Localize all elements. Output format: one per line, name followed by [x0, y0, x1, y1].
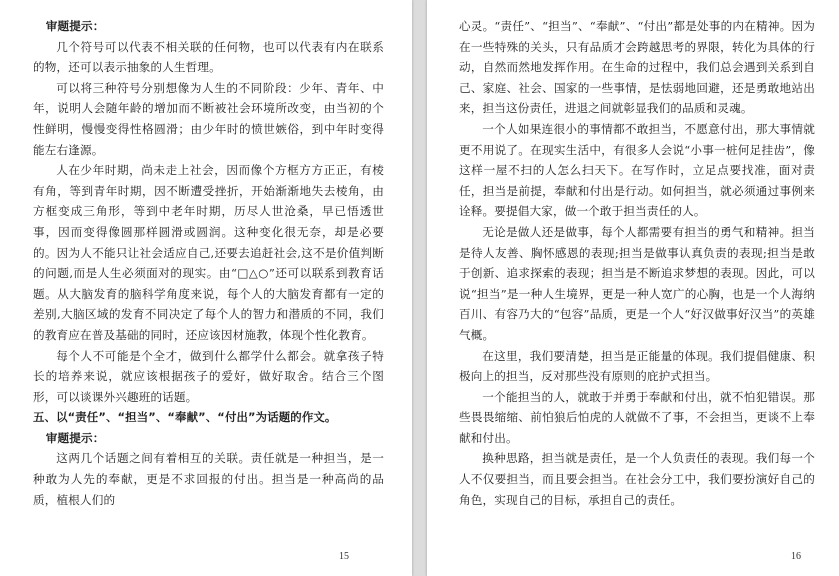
- paragraph: 这两几个话题之间有着相互的关联。责任就是一种担当，是一种敢为人先的奉献，更是不求回报的付出。担当是一种高尚的品质，植根人们的: [33, 451, 384, 507]
- page-number: 16: [791, 551, 801, 562]
- paragraph: 无论是做人还是做事，每个人都需要有担当的勇气和精神。担当是待人友善、胸怀感恩的表现;担当是做事认真负责的表现;担当是敢于创新、追求探索的表现；担当是不断追求梦想的表现。因此，可以说“担当”是一种人生境界，更是一种人宽广的心胸，也是一个人海纳百川、有容乃大的“包容”品质，更是一个人“好汉做事好汉当”的英雄气概。: [459, 224, 815, 342]
- paragraph: 一个能担当的人，就敢于并勇于奉献和付出，就不怕犯错误。那些畏畏缩缩、前怕狼后怕虎的人就做不了事，不会担当，更谈不上奉献和付出。: [459, 389, 815, 445]
- subheading: 审题提示：: [45, 19, 105, 33]
- paragraph: 可以将三种符号分别想像为人生的不同阶段：少年、青年、中年，说明人会随年龄的增加而不断被社会环境所改变，由当初的个性鲜明，慢慢变得性格圆滑；由少年时的愤世嫉俗，到中年时变得能左右逢源。: [33, 80, 384, 157]
- paragraph: 人在少年时期，尚未走上社会，因而像个方框方方正正，有棱有角，等到青年时期，因不断遭受挫折，开始渐渐地失去棱角，由方框变成三角形，等到中老年时期，历尽人世沧桑，早已悟透世事，因而变得像圆那样圆滑或圆润。这种变化很无奈，却是必要的。因为人不能只让社会适应自己,还要去追赶社会,这不是价值判断的问题,而是人生必须面对的现实。由“□△○”还可以联系到教育话题。从大脑发育的脑科学角度来说，每个人的大脑发育都有一定的差别,大脑区域的发育不同决定了每个人的智力和潜质的不同，我们的教育应在普及基础的同时，还应该因材施教，体现个性化教育。: [33, 163, 384, 342]
- page-number: 15: [339, 551, 349, 562]
- section-heading: 五、以“责任”、“担当”、“奉献”、“付出”为话题的作文。: [33, 410, 337, 425]
- paragraph-continued: 心灵。“责任”、“担当”、“奉献”、“付出”都是处事的内在精神。因为在一些特殊的关头，只有品质才会跨越思考的界限，转化为具体的行动，自然而然地发挥作用。在生命的过程中，我们总会遇到关系到自己、家庭、社会、国家的一些事情，是怯弱地回避，还是勇敢地站出来，担当这份责任，进退之间就彰显我们的品质和灵魂。: [459, 19, 815, 116]
- paragraph: 每个人不可能是个全才，做到什么都学什么都会。就拿孩子特长的培养来说，就应该根据孩子的爱好，做好取舍。结合三个图形，可以谈课外兴趣班的话题。: [33, 348, 384, 404]
- paragraph: 几个符号可以代表不相关联的任何物，也可以代表有内在联系的物，还可以表示抽象的人生哲理。: [33, 39, 384, 75]
- right-page: [427, 0, 839, 576]
- paragraph: 在这里，我们要清楚，担当是正能量的体现。我们提倡健康、积极向上的担当，反对那些没有原则的庇护式担当。: [459, 348, 815, 384]
- right-page-content: [459, 16, 815, 510]
- left-page: [0, 0, 412, 576]
- paragraph: 一个人如果连很小的事情都不敢担当，不愿意付出，那大事情就更不用说了。在现实生活中，有很多人会说“小事一桩何足挂齿”，像这样一屋不扫的人怎么扫天下。在写作时，立足点要找准，面对责任，担当是前提，奉献和付出是行动。如何担当，就必须通过事例来诠释。要提倡大家，做一个敢于担当责任的人。: [459, 121, 815, 219]
- subheading: 审题提示：: [45, 430, 105, 445]
- left-page-content: [33, 16, 384, 510]
- paragraph: 换种思路，担当就是责任，是一个人负责任的表现。我们每一个人不仅要担当，而且要会担当。在社会分工中，我们要扮演好自己的角色，实现自己的目标，承担自己的责任。: [459, 451, 815, 507]
